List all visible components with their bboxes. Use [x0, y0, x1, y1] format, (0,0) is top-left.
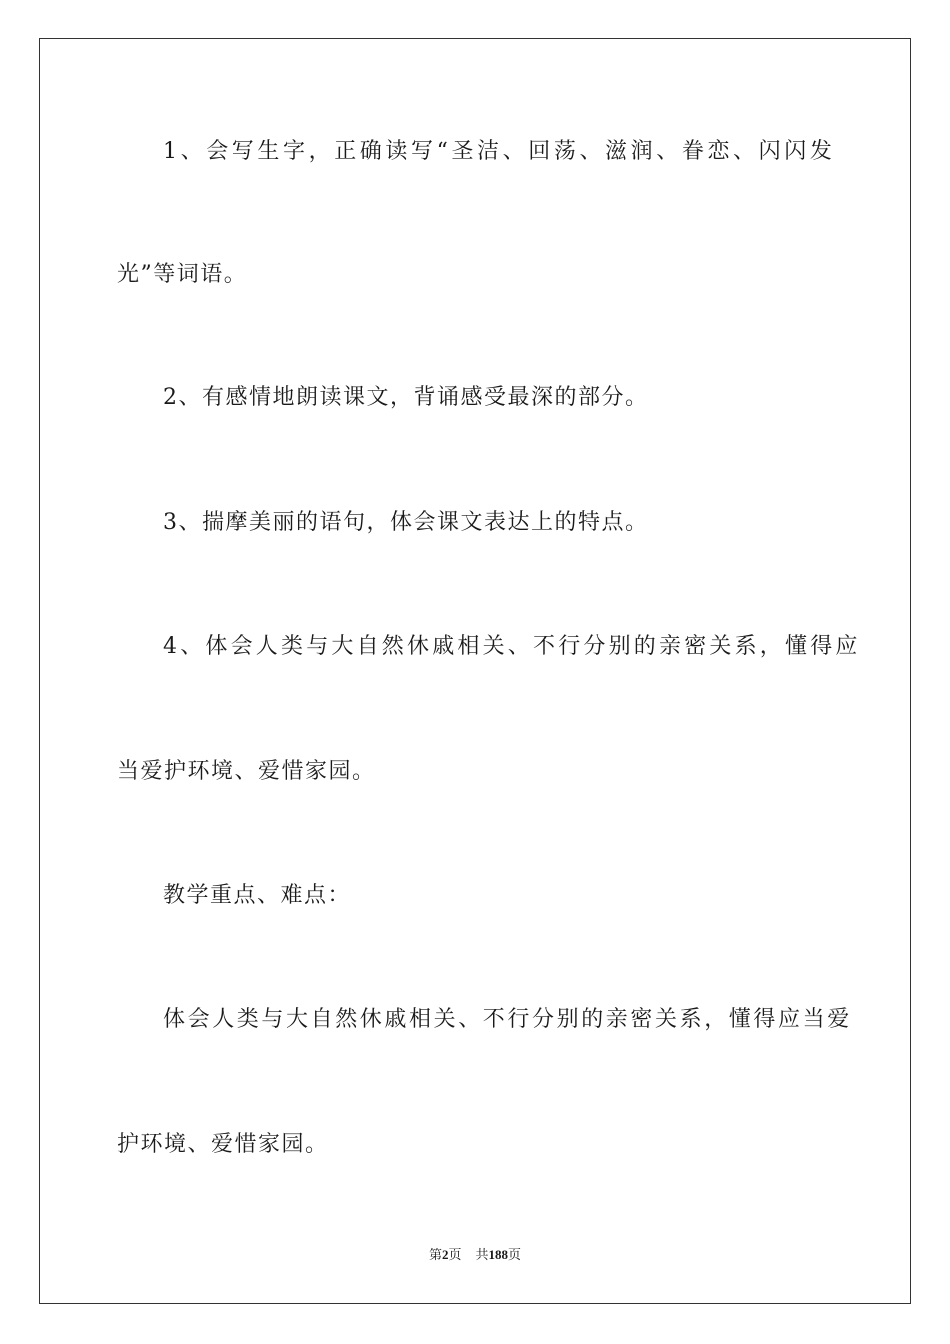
objective-4-line-1: 4、体会人类与大自然休戚相关、不行分别的亲密关系，懂得应	[163, 634, 861, 659]
page-prefix: 第	[428, 1247, 442, 1262]
objective-2: 2、有感情地朗读课文，背诵感受最深的部分。	[163, 385, 649, 410]
objective-3: 3、揣摩美丽的语句，体会课文表达上的特点。	[163, 510, 649, 535]
page-number: 2	[441, 1247, 449, 1262]
page-border	[39, 38, 911, 1304]
objective-4-line-2: 当爱护环境、爱惜家园。	[117, 759, 376, 784]
page-suffix: 页	[448, 1247, 462, 1262]
key-points-line-1: 体会人类与大自然休戚相关、不行分别的亲密关系，懂得应当爱	[163, 1007, 852, 1032]
objective-1-line-2: 光”等词语。	[117, 262, 248, 287]
page-footer	[0, 1246, 950, 1264]
total-suffix: 页	[508, 1247, 522, 1262]
total-prefix: 共	[475, 1247, 489, 1262]
total-pages: 188	[488, 1247, 509, 1262]
objective-1-line-1: 1、会写生字，正确读写“圣洁、回荡、滋润、眷恋、闪闪发	[163, 139, 836, 164]
key-points-line-2: 护环境、爱惜家园。	[117, 1132, 329, 1157]
key-points-heading: 教学重点、难点：	[163, 883, 352, 908]
